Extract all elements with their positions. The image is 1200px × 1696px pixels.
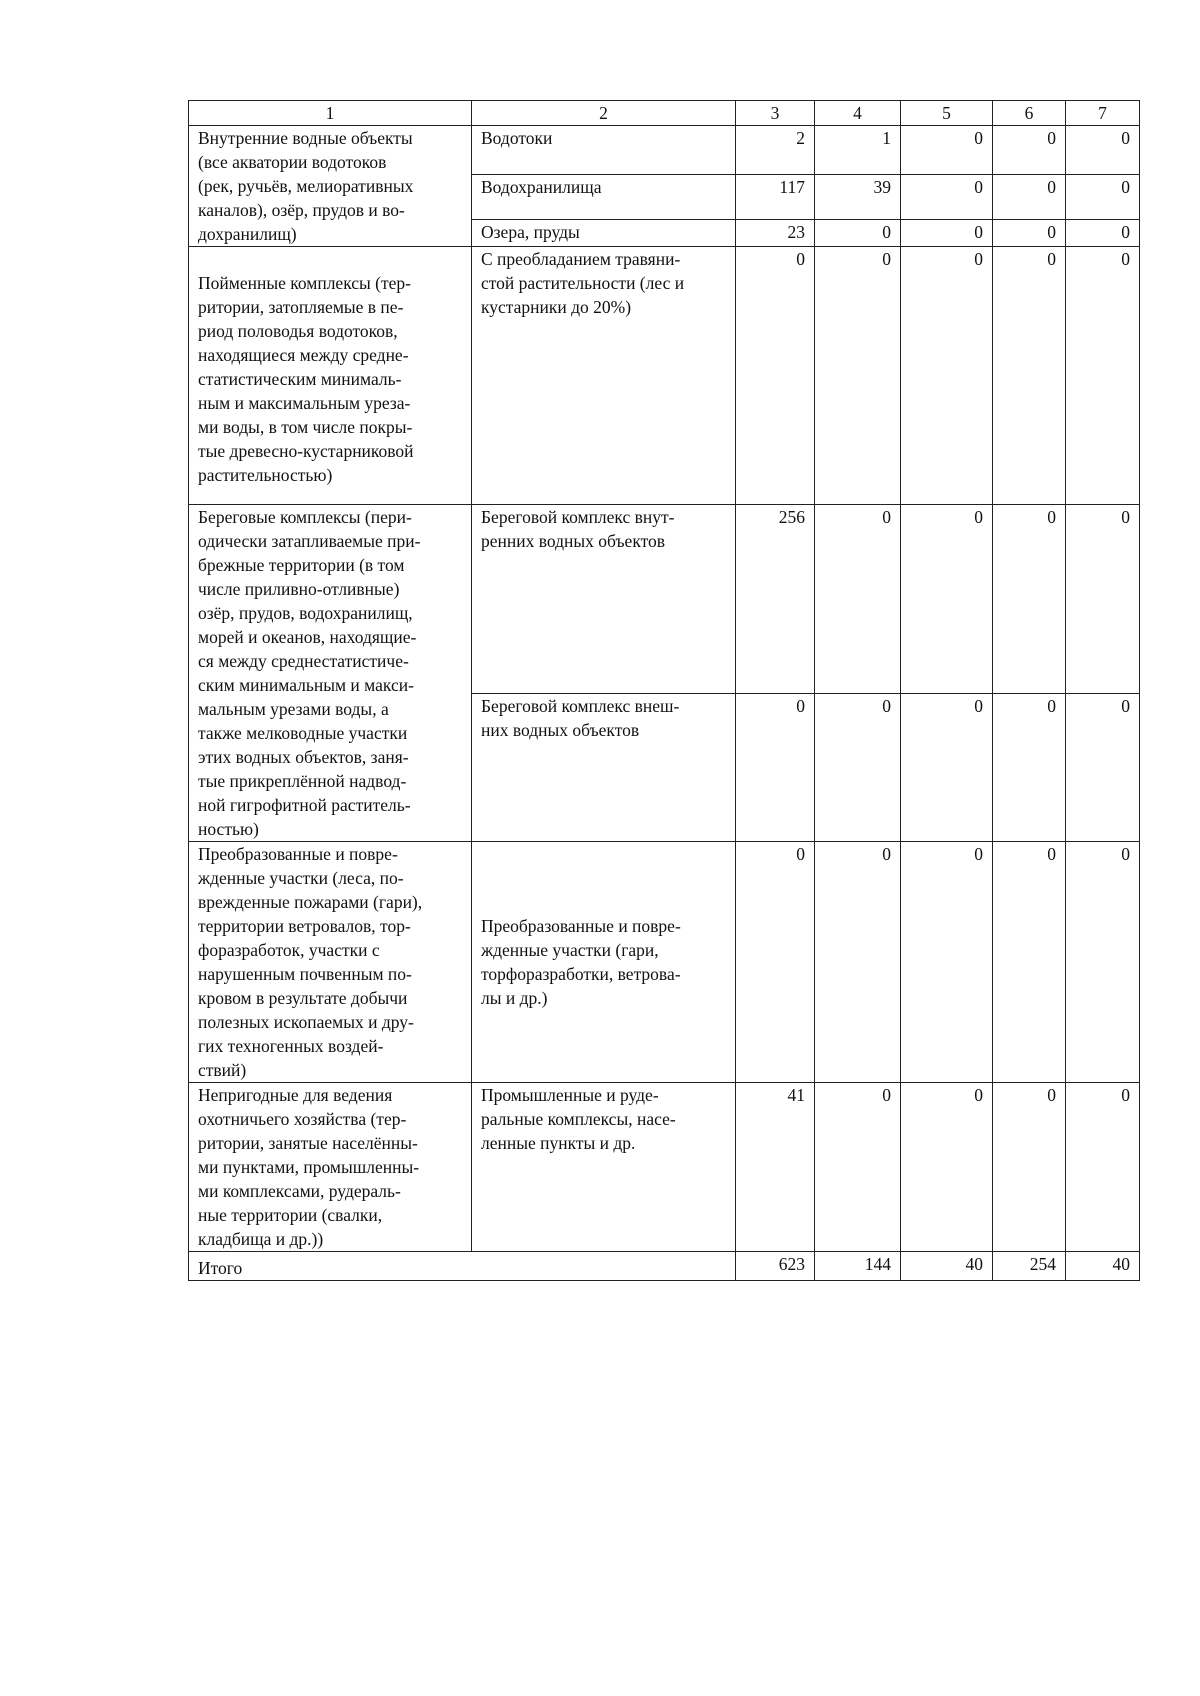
value-cell: 2 [736,126,815,175]
value-cell: 0 [736,842,815,1083]
type-cell: Береговой комплекс внут- ренних водных объектов [472,505,736,694]
value-cell: 23 [736,220,815,247]
value-cell: 0 [1066,505,1140,694]
type-cell: Водотоки [472,126,736,175]
value-cell: 256 [736,505,815,694]
type-cell: Береговой комплекс внеш- них водных объектов [472,694,736,842]
value-cell: 0 [1066,1083,1140,1252]
category-cell: Пойменные комплексы (тер- ритории, затопляемые в пе- риод половодья водотоков, находящиеся между средне- статистическим минималь- ным и максимальным уреза- ми воды, в том числе покры- тые древесно-кустарниковой растительностью) [189,247,472,505]
type-cell: Преобразованные и повре- жденные участки (гари, торфоразработки, ветрова- лы и др.) [472,842,736,1083]
total-value: 40 [1066,1252,1140,1281]
column-number-row [189,101,1140,126]
value-cell: 0 [1066,126,1140,175]
value-cell: 0 [736,247,815,505]
table-row [189,505,1140,694]
column-header: 2 [472,101,736,126]
column-header: 4 [815,101,901,126]
type-cell: Водохранилища [472,175,736,220]
total-value: 623 [736,1252,815,1281]
table-row [189,842,1140,1083]
value-cell: 1 [815,126,901,175]
value-cell: 39 [815,175,901,220]
data-table [188,100,1140,1281]
value-cell: 0 [993,842,1066,1083]
value-cell: 0 [993,694,1066,842]
value-cell: 0 [901,126,993,175]
value-cell: 0 [815,694,901,842]
value-cell: 117 [736,175,815,220]
total-value: 144 [815,1252,901,1281]
total-row [189,1252,1140,1281]
value-cell: 0 [993,1083,1066,1252]
type-cell: Промышленные и руде- ральные комплексы, насе- ленные пункты и др. [472,1083,736,1252]
column-header: 6 [993,101,1066,126]
value-cell: 0 [901,247,993,505]
value-cell: 0 [1066,842,1140,1083]
value-cell: 41 [736,1083,815,1252]
value-cell: 0 [736,694,815,842]
value-cell: 0 [815,220,901,247]
column-header: 3 [736,101,815,126]
value-cell: 0 [901,220,993,247]
value-cell: 0 [1066,694,1140,842]
total-value: 40 [901,1252,993,1281]
value-cell: 0 [901,1083,993,1252]
value-cell: 0 [1066,247,1140,505]
value-cell: 0 [901,842,993,1083]
value-cell: 0 [815,505,901,694]
value-cell: 0 [993,220,1066,247]
value-cell: 0 [815,842,901,1083]
value-cell: 0 [815,247,901,505]
total-value: 254 [993,1252,1066,1281]
value-cell: 0 [993,126,1066,175]
value-cell: 0 [901,694,993,842]
table-row [189,247,1140,505]
value-cell: 0 [993,505,1066,694]
value-cell: 0 [815,1083,901,1252]
column-header: 1 [189,101,472,126]
column-header: 5 [901,101,993,126]
category-cell: Береговые комплексы (пери- одически затапливаемые при- брежные территории (в том числе приливно-отливные) озёр, прудов, водохранилищ, морей и океанов, находящие- ся между среднестатистиче- ским минимальным и макси- мальным урезами воды, а также мелководные участки этих водных объектов, заня- тые прикреплённой надвод- ной гигрофитной раститель- ностью) [189,505,472,842]
category-cell: Внутренние водные объекты (все акватории водотоков (рек, ручьёв, мелиоративных каналов), озёр, прудов и во- дохранилищ) [189,126,472,247]
value-cell: 0 [901,505,993,694]
value-cell: 0 [1066,220,1140,247]
value-cell: 0 [993,175,1066,220]
column-header: 7 [1066,101,1140,126]
value-cell: 0 [993,247,1066,505]
value-cell: 0 [1066,175,1140,220]
value-cell: 0 [901,175,993,220]
total-label: Итого [189,1252,736,1281]
table-row [189,1083,1140,1252]
category-cell: Преобразованные и повре- жденные участки (леса, по- врежденные пожарами (гари), территории ветровалов, тор- форазработок, участки с нарушенным почвенным по- кровом в результате добычи полезных ископаемых и дру- гих техногенных воздей- ствий) [189,842,472,1083]
category-cell: Непригодные для ведения охотничьего хозяйства (тер- ритории, занятые населённы- ми пунктами, промышленны- ми комплексами, рудераль- ные территории (свалки, кладбища и др.)) [189,1083,472,1252]
table-row [189,126,1140,175]
type-cell: Озера, пруды [472,220,736,247]
type-cell: С преобладанием травяни- стой растительности (лес и кустарники до 20%) [472,247,736,505]
